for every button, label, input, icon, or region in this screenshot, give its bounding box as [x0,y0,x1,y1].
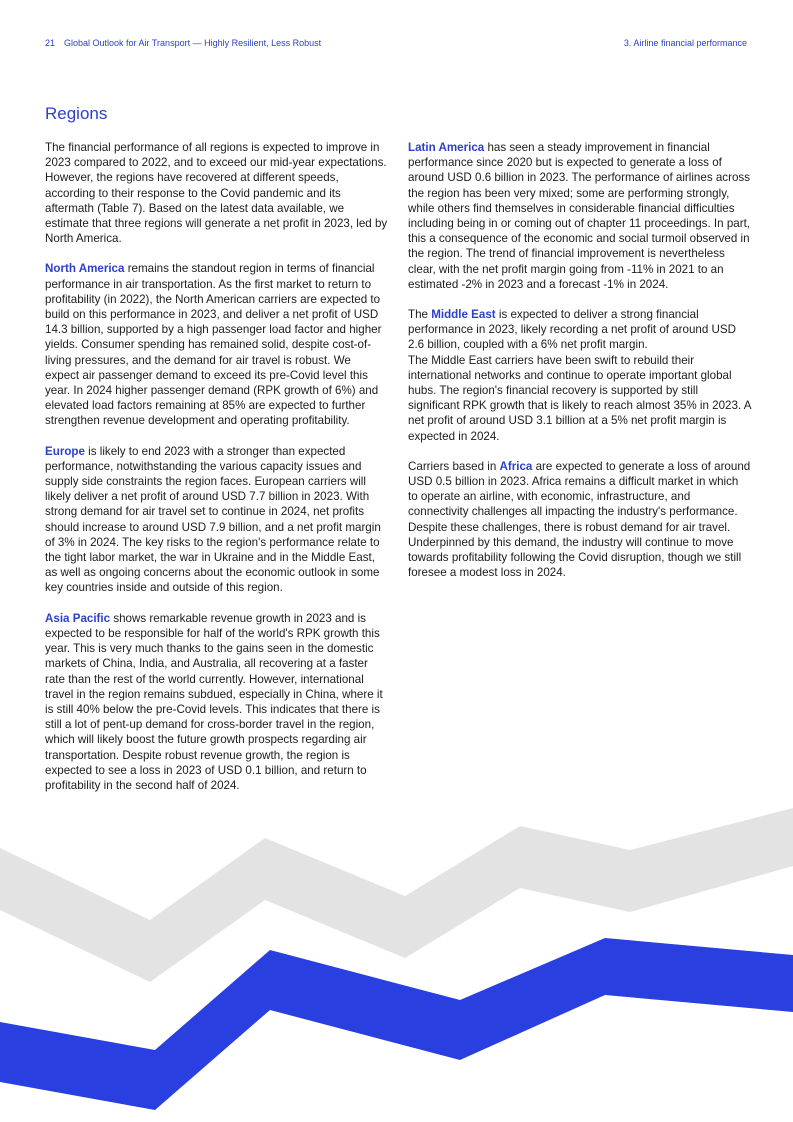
asia-pacific-label: Asia Pacific [45,611,111,625]
section-heading: Regions [45,104,108,123]
europe-label: Europe [45,444,85,458]
north-america-label: North America [45,262,125,276]
europe-text: is likely to end 2023 with a stronger than expected performance, notwithstanding the various capacity issues and supply side constraints the region faces. European carriers will likely deliver a net profit of around USD 7.7 billion in 2023. With strong demand for air travel set to continue in 2024, net profits should increase to around USD 7.9 billion, and a net profit margin of 3% in 2024. The key risks to the region's performance relate to the tight labor market, the war in Ukraine and in the Middle East, as well as ongoing concerns about the economic outlook in some key countries inside and outside of this region. [45,444,381,595]
latin-america-paragraph [408,140,751,292]
zigzag-decoration [0,800,793,1122]
north-america-text: remains the standout region in terms of financial performance in air transportation. As the first market to return to profitability (in 2022), the North American carriers are expected to build on this performance in 2023, and deliver a net profit of USD 14.3 billion, supported by a high passenger load factor and higher yields. Consumer spending has remained solid, despite cost-of-living pressures, and the demand for air travel is robust. We expect air passenger demand to exceed its pre-Covid level this year. In 2024 higher passenger demand (RPK growth of 6%) and elevated load factors remaining at 85% are expected to further strengthen revenue development and operating profitability. [45,262,382,428]
africa-label: Africa [499,459,533,473]
africa-text: are expected to generate a loss of around USD 0.5 billion in 2023. Africa remains a difficult market in which to operate an airline, with economic, infrastructure, and connectivity challenges all impacting the industry's performance. Despite these challenges, there is robust demand for air travel. Underpinned by this demand, the industry will continue to move towards profitability following the Covid disruption, though we still foresee a modest loss in 2024. [408,459,751,580]
middle-east-text-2: The Middle East carriers have been swift to rebuild their international networks and continue to operate important global hubs. The region's financial recovery is supported by still significant RPK growth that is likely to reach almost 35% in 2023. A net profit of around USD 3.1 billion at a 5% net profit margin is expected in 2024. [408,353,751,443]
report-title: Global Outlook for Air Transport — Highly Resilient, Less Robust [64,38,322,48]
middle-east-paragraph [408,307,751,444]
north-america-paragraph [45,261,388,428]
left-column [45,140,388,808]
latin-america-label: Latin America [408,141,485,154]
intro-paragraph: The financial performance of all regions is expected to improve in 2023 compared to 2022, and to exceed our mid-year expectations. However, the regions have recovered at different speeds, according to their response to the Covid pandemic and its aftermath (Table 7). Based on the latest data available, we estimate that three regions will generate a net profit in 2023, led by North America. [45,141,388,246]
middle-east-label: Middle East [431,308,496,322]
africa-prefix: Carriers based in [408,459,500,473]
right-column [408,140,751,595]
europe-paragraph [45,444,388,596]
africa-paragraph [408,459,751,581]
section-label: 3. Airline financial performance [623,38,747,48]
watermark: 六度跨境 [8,1099,61,1114]
middle-east-text-1: is expected to deliver a strong financial performance in 2023, likely recording a net profit of around USD 2.6 billion, coupled with a 6% net profit margin. [408,308,737,352]
asia-pacific-paragraph [45,611,388,793]
page-number: 21 [45,38,56,48]
asia-pacific-text: shows remarkable revenue growth in 2023 and is expected to be responsible for half of the world's RPK growth this year. This is very much thanks to the gains seen in the domestic markets of China, India, and Australia, all recovering at a faster rate than the rest of the world currently. However, international travel in the region remains subdued, especially in China, where it is still 40% below the pre-Covid levels. This indicates that there is still a lot of pent-up demand for cross-border travel in the region, which will likely boost the future growth prospects regarding air transportation. Despite robust revenue growth, the region is expected to see a loss in 2023 of USD 0.1 billion, and return to profitability in the second half of 2024. [45,611,383,792]
running-header [45,38,321,48]
latin-america-text: has seen a steady improvement in financial performance since 2020 but is expected to generate a loss of around USD 0.6 billion in 2023. The performance of airlines across the region has been very mixed; some are performing strongly, while others find themselves in considerable financial difficulties including being in or coming out of chapter 11 proceedings. In part, this a consequence of the economic and social turmoil observed in the region. The trend of financial improvement is nevertheless clear, with the net profit margin going from -11% in 2021 to an estimated -2% in 2023 and a forecast -1% in 2024. [408,141,751,291]
middle-east-prefix: The [408,308,432,322]
